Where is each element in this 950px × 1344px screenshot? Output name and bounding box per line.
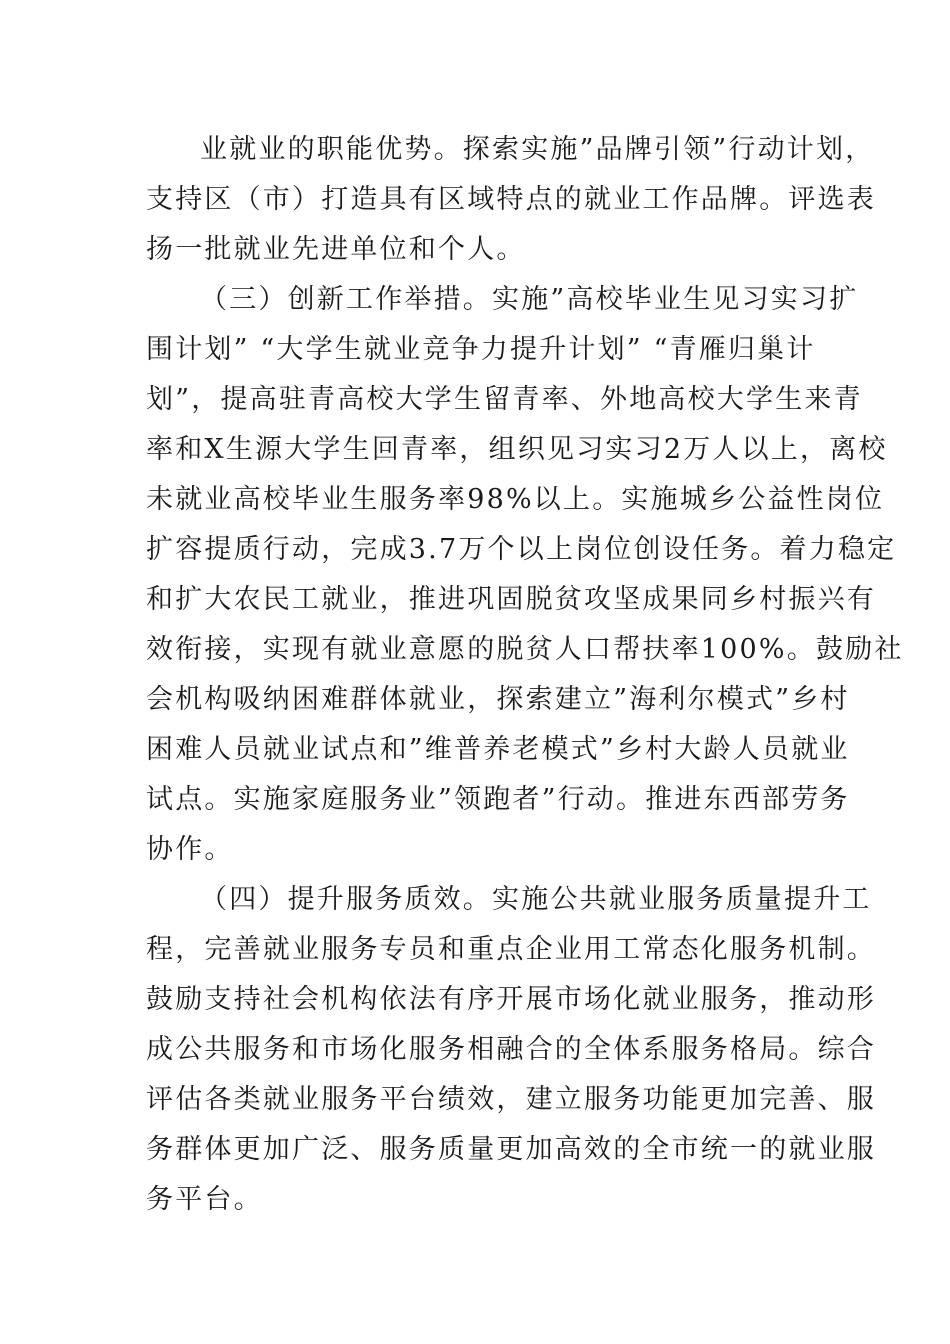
- text-line: 扬一批就业先进单位和个人。: [146, 234, 526, 265]
- text-line: 率和X生源大学生回青率，组织见习实习2万人以上，离校: [146, 434, 888, 465]
- text-line: 扩容提质行动，完成3.7万个以上岗位创设任务。着力稳定: [146, 534, 897, 565]
- section-heading-line: （三）创新工作举措。实施”高校毕业生见习实习扩: [200, 284, 859, 315]
- text-line: 困难人员就业试点和”维普养老模式”乡村大龄人员就业: [146, 734, 850, 765]
- text-line: 和扩大农民工就业，推进巩固脱贫攻坚成果同乡村振兴有: [146, 584, 876, 615]
- text-line: 会机构吸纳困难群体就业，探索建立”海利尔模式”乡村: [146, 684, 850, 715]
- text-line: 成公共服务和市场化服务相融合的全体系服务格局。综合: [146, 1034, 876, 1065]
- text-line: 程，完善就业服务专员和重点企业用工常态化服务机制。: [146, 934, 876, 965]
- text-line: 围计划” “大学生就业竞争力提升计划” “青雁归巢计: [146, 334, 816, 365]
- section-heading-line: （四）提升服务质效。实施公共就业服务质量提升工: [200, 884, 872, 915]
- text-line: 务平台。: [146, 1184, 263, 1215]
- text-line: 务群体更加广泛、服务质量更加高效的全市统一的就业服: [146, 1134, 876, 1165]
- text-line: 鼓励支持社会机构依法有序开展市场化就业服务，推动形: [146, 984, 876, 1015]
- text-line: 未就业高校毕业生服务率98%以上。实施城乡公益性岗位: [146, 484, 885, 515]
- text-line: 效衔接，实现有就业意愿的脱贫人口帮扶率100%。鼓励社: [146, 634, 904, 665]
- text-line: 试点。实施家庭服务业”领跑者”行动。推进东西部劳务: [146, 784, 850, 815]
- text-line: 划”，提高驻青高校大学生留青率、外地高校大学生来青: [146, 384, 863, 415]
- text-line: 业就业的职能优势。探索实施”品牌引领”行动计划，: [200, 134, 875, 165]
- text-line: 协作。: [146, 834, 234, 865]
- text-line: 评估各类就业服务平台绩效，建立服务功能更加完善、服: [146, 1084, 876, 1115]
- text-line: 支持区（市）打造具有区域特点的就业工作品牌。评选表: [146, 184, 876, 215]
